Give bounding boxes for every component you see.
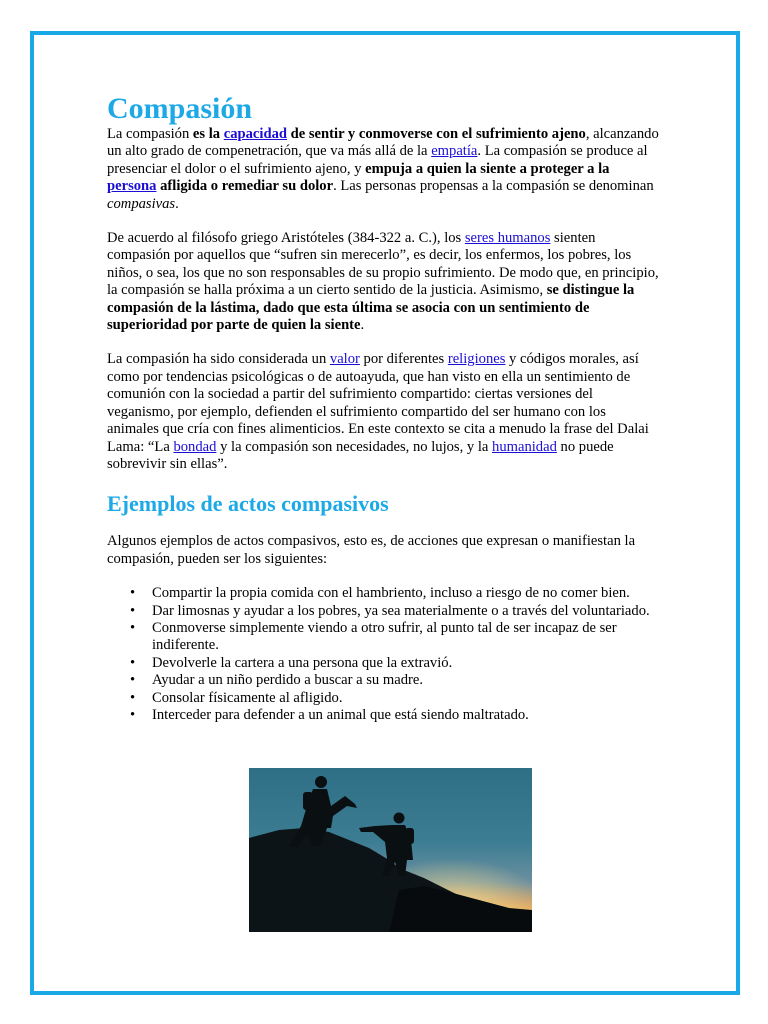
list-item: • Ayudar a un niño perdido a buscar a su madre. [152, 672, 659, 689]
page-title: Compasión [107, 92, 253, 125]
text: . [360, 317, 365, 334]
text: no puede sobrevivir sin ellas”. [107, 438, 614, 472]
link-religiones[interactable]: religiones [447, 351, 506, 368]
examples-list [107, 585, 659, 724]
link-capacidad[interactable]: capacidad [223, 126, 287, 142]
text: La compasión [107, 126, 193, 142]
paragraph-aristoteles [107, 230, 659, 334]
paragraph-valor [107, 351, 659, 473]
bold-text: afligida o remediar su dolor [156, 178, 334, 195]
text: y códigos morales, así como por tendencias psicológicas o de autoayuda, que han visto en ella un sentimiento de comunión con la sociedad a partir del sufrimiento compartido: ciertas versiones del veganismo, por ejemplo, defienden el sufrimiento compartido del ser humano con los animales que cría con fines alimenticios. En este contexto se cita a menudo la frase del Dalai Lama: “La [107, 351, 649, 455]
text: sienten compasión por aquellos que “sufren sin merecerlo”, es decir, los enfermos, los pobres, los niños, o sea, los que no son responsables de su propio sufrimiento. De modo que, en principio, la compasión se halla próxima a un cierto sentido de la justicia. Asimismo, [107, 230, 659, 299]
list-item: • Consolar físicamente al afligido. [152, 690, 659, 707]
link-persona[interactable]: persona [107, 178, 157, 195]
text: , alcanzando un alto grado de compenetración, que va más allá de la [107, 126, 659, 160]
text: . La compasión se produce al presenciar el dolor o el sufrimiento ajeno, y [107, 143, 648, 177]
list-item: • Conmoverse simplemente viendo a otro sufrir, al punto tal de ser incapaz de ser indiferente. [152, 620, 659, 655]
text: De acuerdo al filósofo griego Aristóteles (384-322 a. C.), los [107, 230, 465, 247]
list-item: • Dar limosnas y ayudar a los pobres, ya sea materialmente o a través del voluntariado. [152, 603, 659, 620]
text: por diferentes [359, 351, 448, 368]
link-valor[interactable]: valor [329, 351, 360, 368]
bold-text: es la [192, 126, 224, 142]
bold-text: se distingue la compasión de la lástima, dado que esta última se asocia con un sentimiento de superioridad por parte de quien la siente [107, 282, 635, 334]
link-humanidad[interactable]: humanidad [492, 438, 557, 455]
paragraph-intro-list: Algunos ejemplos de actos compasivos, esto es, de acciones que expresan o manifiestan la compasión, pueden ser los siguientes: [107, 533, 636, 567]
text: y la compasión son necesidades, no lujos, y la [216, 438, 493, 455]
bold-text: empuja a quien la siente a proteger a la [365, 160, 610, 177]
helping-hand-photo [249, 768, 532, 932]
text: La compasión ha sido considerada un [107, 351, 330, 368]
paragraph-definition [107, 126, 659, 213]
article [107, 92, 659, 724]
italic-text: compasivas [107, 195, 176, 212]
link-bondad[interactable]: bondad [173, 438, 217, 455]
list-item: • Compartir la propia comida con el hambriento, incluso a riesgo de no comer bien. [152, 585, 659, 602]
list-item: • Devolverle la cartera a una persona que la extravió. [152, 655, 659, 672]
section-heading: Ejemplos de actos compasivos [107, 491, 389, 517]
link-empatia[interactable]: empatía [431, 143, 478, 160]
bold-text: de sentir y conmoverse con el sufrimiento ajeno [286, 126, 586, 142]
list-item: • Interceder para defender a un animal que está siendo maltratado. [152, 707, 659, 724]
text: . Las personas propensas a la compasión se denominan [333, 178, 654, 195]
text: . [175, 195, 179, 212]
link-seres-humanos[interactable]: seres humanos [464, 230, 551, 247]
